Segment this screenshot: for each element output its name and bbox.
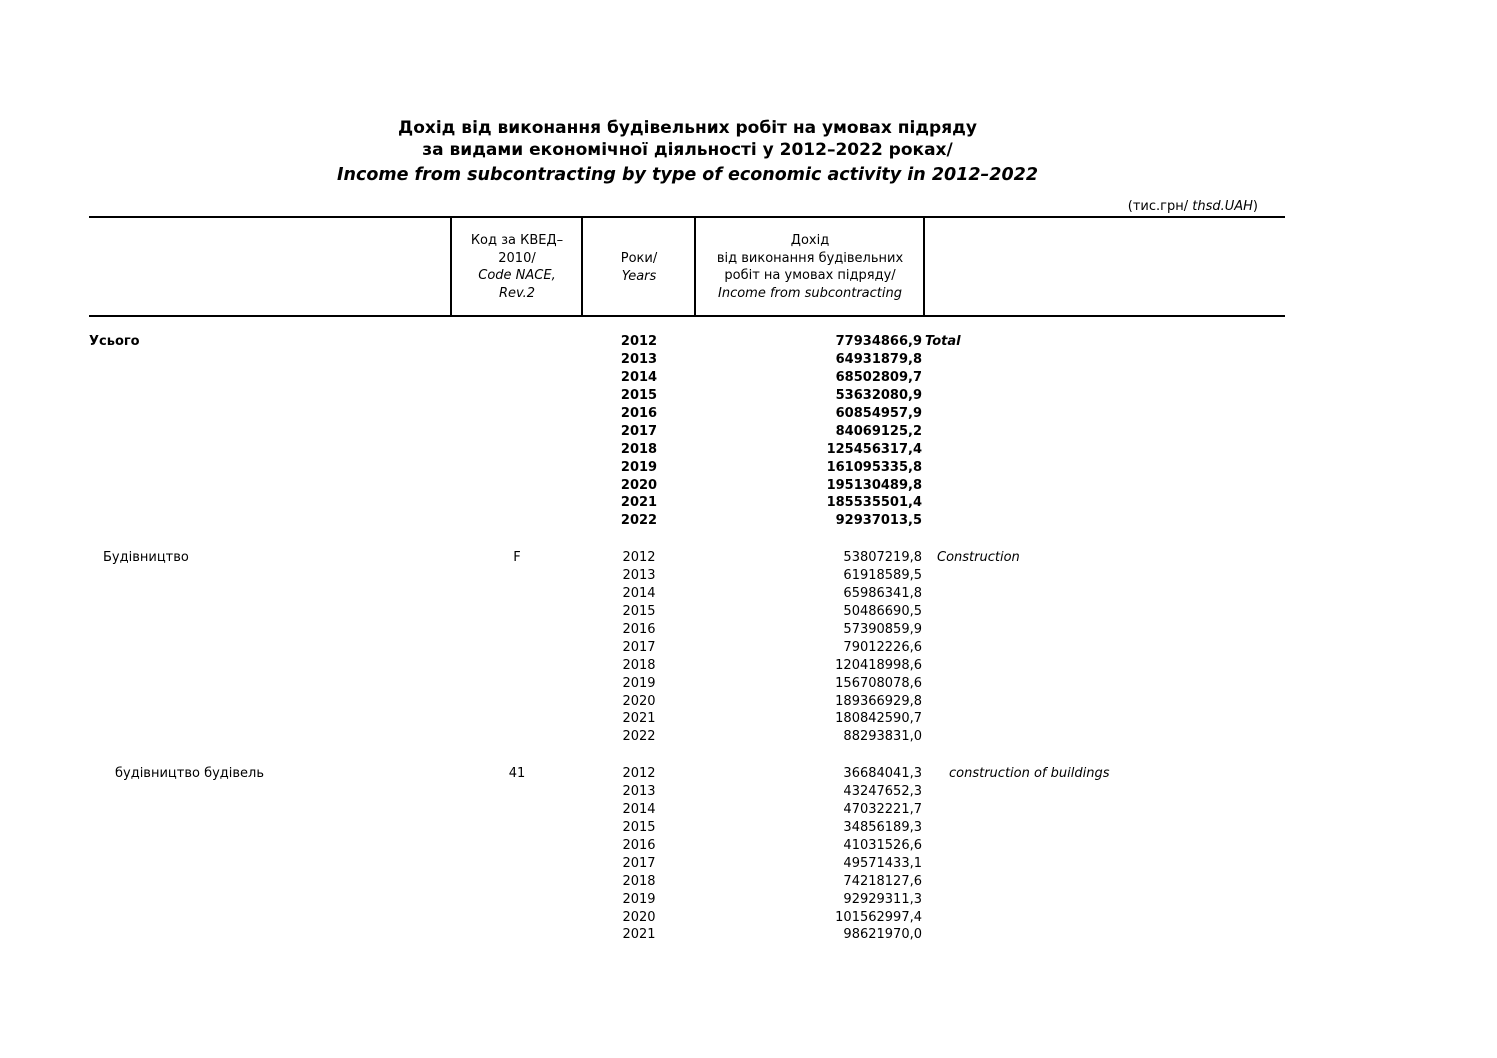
value-cell: 88293831,0 [843,729,922,745]
value-cell: 79012226,6 [843,639,922,655]
row-label-construction-en: Construction [937,550,1020,565]
year-cell: 2021 [620,495,658,511]
value-cell: 53632080,9 [835,387,922,403]
header-code-en2: Rev.2 [498,285,536,301]
year-cell: 2012 [622,766,656,781]
year-cell: 2012 [620,334,658,349]
row-code-construction: F [513,550,521,565]
header-divider [450,217,452,315]
years-total [585,333,693,530]
units-uk: (тис.грн/ [1127,199,1193,214]
year-cell: 2018 [622,873,656,889]
year-cell: 2021 [622,711,656,727]
title-line-2: за видами економічної діяльності у 2012–2022 роках/ [422,140,953,160]
values-construction [698,549,922,746]
value-cell: 185535501,4 [826,495,922,511]
row-label-construction: Будівництво [103,550,189,565]
year-cell: 2022 [622,729,656,745]
values-buildings [698,765,922,944]
value-cell: 41031526,6 [843,837,922,853]
title-line-english: Income from subcontracting by type of economic activity in 2012–2022 [336,165,1039,185]
units-note [1000,199,1258,214]
years-buildings [585,765,693,944]
year-cell: 2017 [622,639,656,655]
row-label-total: Усього [89,334,140,349]
header-divider [694,217,696,315]
value-cell: 92929311,3 [843,891,922,907]
year-cell: 2012 [622,550,656,565]
year-cell: 2013 [622,783,656,799]
row-label-total-en: Total [925,334,961,349]
year-cell: 2016 [622,621,656,637]
year-cell: 2015 [620,387,658,403]
year-cell: 2013 [620,351,658,367]
years-construction [585,549,693,746]
table-top-rule [89,216,1285,218]
value-cell: 98621970,0 [843,927,922,943]
year-cell: 2020 [620,477,658,493]
year-cell: 2019 [622,675,656,691]
table-header-rule [89,315,1285,317]
year-cell: 2014 [622,801,656,817]
header-code-uk1: Код за КВЕД– [470,233,564,248]
value-cell: 120418998,6 [835,657,922,673]
header-divider [581,217,583,315]
units-close: ) [1252,199,1258,214]
value-cell: 125456317,4 [826,441,922,457]
header-code-uk2: 2010/ [498,250,536,266]
value-cell: 68502809,7 [835,369,922,385]
year-cell: 2020 [622,693,656,709]
header-income-uk3: робіт на умовах підряду/ [724,268,896,283]
value-cell: 189366929,8 [835,693,922,709]
value-cell: 195130489,8 [826,477,922,493]
values-total [698,333,922,530]
year-cell: 2020 [622,909,656,925]
header-years-en: Years [621,268,657,284]
value-cell: 53807219,8 [843,550,922,565]
value-cell: 77934866,9 [835,334,922,349]
header-code [455,232,579,302]
value-cell: 180842590,7 [835,711,922,727]
year-cell: 2019 [620,459,658,475]
row-label-buildings-en: construction of buildings [949,766,1110,781]
header-years [585,250,693,285]
year-cell: 2018 [622,657,656,673]
value-cell: 57390859,9 [843,621,922,637]
header-income-uk1: Дохід [790,233,830,248]
value-cell: 50486690,5 [843,603,922,619]
year-cell: 2016 [620,405,658,421]
value-cell: 84069125,2 [835,423,922,439]
year-cell: 2021 [622,927,656,943]
header-income-uk2: від виконання будівельних [716,250,904,266]
header-income-en: Income from subcontracting [718,285,902,301]
header-divider [923,217,925,315]
value-cell: 49571433,1 [843,855,922,871]
header-code-en1: Code NACE, [478,268,556,283]
value-cell: 156708078,6 [835,675,922,691]
year-cell: 2015 [622,603,656,619]
units-en: thsd.UAH [1192,199,1253,214]
year-cell: 2022 [620,513,658,529]
row-code-buildings: 41 [508,766,526,781]
title-line-1: Дохід від виконання будівельних робіт на умовах підряду [398,118,977,138]
value-cell: 101562997,4 [835,909,922,925]
year-cell: 2016 [622,837,656,853]
value-cell: 92937013,5 [835,513,922,529]
value-cell: 74218127,6 [843,873,922,889]
value-cell: 64931879,8 [835,351,922,367]
value-cell: 161095335,8 [826,459,922,475]
value-cell: 34856189,3 [843,819,922,835]
year-cell: 2019 [622,891,656,907]
year-cell: 2014 [622,585,656,601]
value-cell: 65986341,8 [843,585,922,601]
year-cell: 2014 [620,369,658,385]
year-cell: 2013 [622,567,656,583]
year-cell: 2018 [620,441,658,457]
value-cell: 36684041,3 [843,766,922,781]
value-cell: 43247652,3 [843,783,922,799]
value-cell: 60854957,9 [835,405,922,421]
row-label-buildings: будівництво будівель [115,766,265,781]
header-years-uk: Роки/ [620,251,658,266]
value-cell: 47032221,7 [843,801,922,817]
year-cell: 2015 [622,819,656,835]
value-cell: 61918589,5 [843,567,922,583]
year-cell: 2017 [622,855,656,871]
year-cell: 2017 [620,423,658,439]
header-income [698,232,922,302]
